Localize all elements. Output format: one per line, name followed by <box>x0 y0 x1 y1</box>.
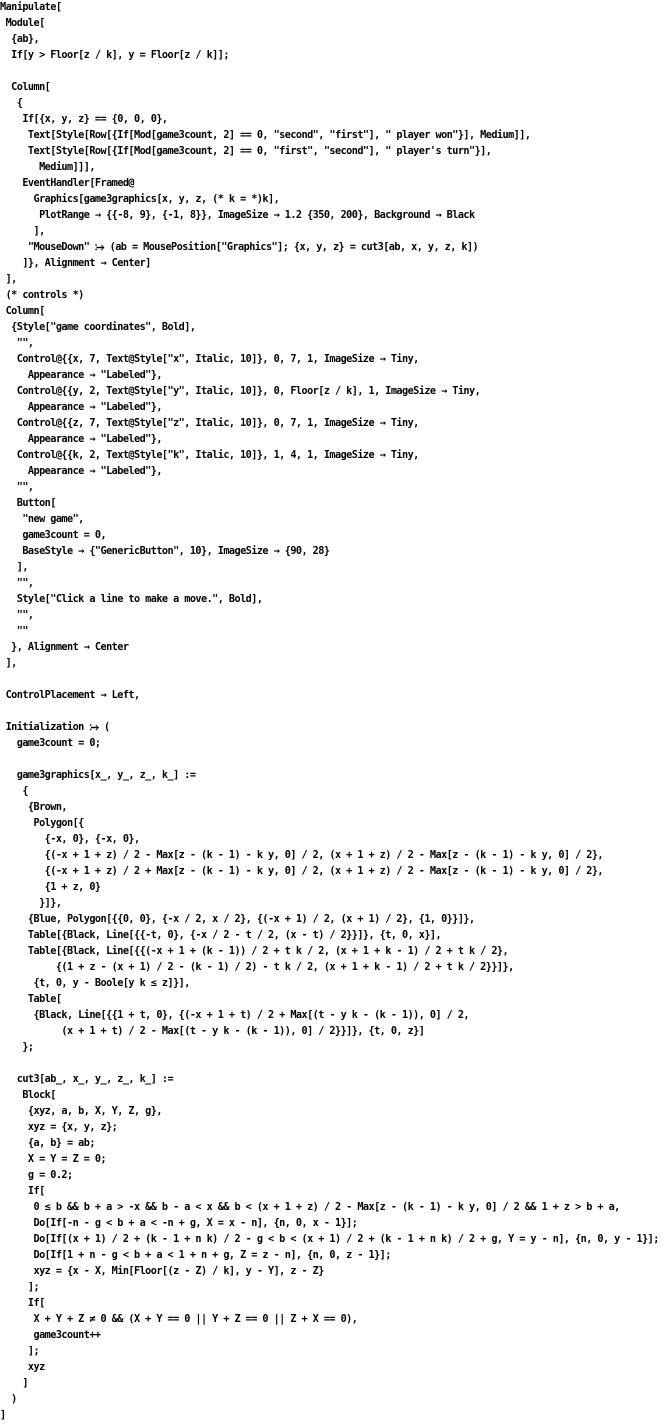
code-line: { <box>0 786 28 797</box>
code-line: {(-x + 1 + z) / 2 - Max[z - (k - 1) - k y, 0] / 2, (x + 1 + z) / 2 - Max[z - (k - 1) - k y, 0] / 2}, <box>0 850 604 861</box>
code-line: xyz = {x - X, Min[Floor[(z - Z) / k], y - Y], z - Z} <box>0 1266 324 1277</box>
code-line: Button[ <box>0 498 56 509</box>
code-line: xyz = {x, y, z}; <box>0 1122 118 1133</box>
code-line: { <box>0 98 23 109</box>
code-line: {xyz, a, b, X, Y, Z, g}, <box>0 1106 162 1117</box>
code-line: Do[If[-n - g < b + a < -n + g, X = x - n], {n, 0, x - 1}]; <box>0 1218 358 1229</box>
code-line <box>0 64 664 80</box>
code-line: {a, b} = ab; <box>0 1138 95 1149</box>
code-line: ], <box>0 562 28 573</box>
code-line: game3count = 0; <box>0 738 101 749</box>
code-line: }; <box>0 1042 34 1053</box>
code-line: ControlPlacement → Left, <box>0 690 140 701</box>
code-line: (x + 1 + t) / 2 - Max[(t - y k - (k - 1)), 0] / 2}}]}, {t, 0, z}] <box>0 1026 425 1037</box>
code-line: If[y > Floor[z / k], y = Floor[z / k]]; <box>0 50 229 61</box>
code-line: Graphics[game3graphics[x, y, z, (* k = *)k], <box>0 194 280 205</box>
code-line: {Blue, Polygon[{{0, 0}, {-x / 2, x / 2}, {(-x + 1) / 2, (x + 1) / 2}, {1, 0}}]}, <box>0 914 475 925</box>
code-line: }, Alignment → Center <box>0 642 129 653</box>
code-line: {-x, 0}, {-x, 0}, <box>0 834 140 845</box>
code-line: Do[If[(x + 1) / 2 + (k - 1 + n k) / 2 - g < b < (x + 1) / 2 + (k - 1 + n k) / 2 + g, Y = y - n], {n, 0, y - 1}]; <box>0 1234 659 1245</box>
code-line: Module[ <box>0 18 45 29</box>
code-line: Table[{Black, Line[{{-t, 0}, {-x / 2 - t / 2, (x - t) / 2}}]}, {t, 0, x}], <box>0 930 442 941</box>
code-line <box>0 752 664 768</box>
code-line: Manipulate[ <box>0 2 62 13</box>
code-line: {Style["game coordinates", Bold], <box>0 322 196 333</box>
code-line: ]; <box>0 1282 40 1293</box>
code-line: If[ <box>0 1298 45 1309</box>
code-line: "MouseDown" ⧴ (ab = MousePosition["Graphics"]; {x, y, z} = cut3[ab, x, y, z, k]) <box>0 242 479 253</box>
code-line: Block[ <box>0 1090 56 1101</box>
code-line: EventHandler[Framed@ <box>0 178 135 189</box>
code-line: Polygon[{ <box>0 818 84 829</box>
code-line: {ab}, <box>0 34 40 45</box>
code-line: ], <box>0 658 17 669</box>
code-line <box>0 1056 664 1072</box>
code-line: Column[ <box>0 306 45 317</box>
code-line: Table[{Black, Line[{{(-x + 1 + (k - 1)) / 2 + t k / 2, (x + 1 + k - 1) / 2 + t k / 2}, <box>0 946 509 957</box>
code-line: cut3[ab_, x_, y_, z_, k_] := <box>0 1074 174 1085</box>
code-line: Control@{{z, 7, Text@Style["z", Italic, 10]}, 0, 7, 1, ImageSize → Tiny, <box>0 418 419 429</box>
code-line: xyz <box>0 1362 45 1373</box>
code-line: ) <box>0 1394 17 1405</box>
code-line: {t, 0, y - Boole[y k ≤ z]}], <box>0 978 190 989</box>
code-line: Control@{{y, 2, Text@Style["y", Italic, 10]}, 0, Floor[z / k], 1, ImageSize → Tiny, <box>0 386 481 397</box>
code-line: }]}, <box>0 898 62 909</box>
code-line: ], <box>0 226 45 237</box>
code-line: "" <box>0 626 28 637</box>
code-line <box>0 672 664 688</box>
code-line: "", <box>0 338 34 349</box>
code-line: Column[ <box>0 82 51 93</box>
code-line: {Brown, <box>0 802 68 813</box>
code-line: Table[ <box>0 994 62 1005</box>
code-line: Control@{{k, 2, Text@Style["k", Italic, 10]}, 1, 4, 1, ImageSize → Tiny, <box>0 450 419 461</box>
code-line: Control@{{x, 7, Text@Style["x", Italic, 10]}, 0, 7, 1, ImageSize → Tiny, <box>0 354 419 365</box>
code-line: game3count++ <box>0 1330 101 1341</box>
code-line: Style["Click a line to make a move.", Bold], <box>0 594 263 605</box>
code-line: ], <box>0 274 17 285</box>
code-line: Appearance → "Labeled"}, <box>0 434 162 445</box>
code-line: Initialization ⧴ ( <box>0 722 110 733</box>
code-line: "", <box>0 610 34 621</box>
code-line: (* controls *) <box>0 290 84 301</box>
code-line: Appearance → "Labeled"}, <box>0 402 162 413</box>
code-line: Appearance → "Labeled"}, <box>0 370 162 381</box>
code-line: game3graphics[x_, y_, z_, k_] := <box>0 770 196 781</box>
code-line: X + Y + Z ≠ 0 && (X + Y == 0 || Y + Z == 0 || Z + X == 0), <box>0 1314 358 1325</box>
code-line: PlotRange → {{-8, 9}, {-1, 8}}, ImageSize → 1.2 {350, 200}, Background → Black <box>0 210 475 221</box>
code-line: {(1 + z - (x + 1) / 2 - (k - 1) / 2) - t k / 2, (x + 1 + k - 1) / 2 + t k / 2}}]}, <box>0 962 514 973</box>
code-line: BaseStyle → {"GenericButton", 10}, ImageSize → {90, 28} <box>0 546 330 557</box>
code-line: g = 0.2; <box>0 1170 73 1181</box>
code-line: "", <box>0 482 34 493</box>
code-line: ] <box>0 1410 6 1421</box>
code-line: {1 + z, 0} <box>0 882 101 893</box>
code-line: Appearance → "Labeled"}, <box>0 466 162 477</box>
code-line: If[{x, y, z} == {0, 0, 0}, <box>0 114 168 125</box>
code-line: game3count = 0, <box>0 530 107 541</box>
code-line: Medium]]], <box>0 162 95 173</box>
code-line: "", <box>0 578 34 589</box>
code-line: ]}, Alignment → Center] <box>0 258 151 269</box>
code-line: {Black, Line[{{1 + t, 0}, {(-x + 1 + t) / 2 + Max[(t - y k - (k - 1)), 0] / 2, <box>0 1010 470 1021</box>
code-line: "new game", <box>0 514 84 525</box>
code-line: X = Y = Z = 0; <box>0 1154 107 1165</box>
code-line: ] <box>0 1378 28 1389</box>
code-line: Text[Style[Row[{If[Mod[game3count, 2] == 0, "second", "first"], " player won"}], Medium]], <box>0 130 531 141</box>
code-line: ]; <box>0 1346 40 1357</box>
code-line <box>0 704 664 720</box>
code-line: If[ <box>0 1186 45 1197</box>
code-line: 0 ≤ b && b + a > -x && b - a < x && b < (x + 1 + z) / 2 - Max[z - (k - 1) - k y, 0] / 2 && 1 + z > b + a, <box>0 1202 620 1213</box>
code-line: Do[If[1 + n - g < b + a < 1 + n + g, Z = z - n], {n, 0, z - 1}]; <box>0 1250 391 1261</box>
code-line: {(-x + 1 + z) / 2 + Max[z - (k - 1) - k y, 0] / 2, (x + 1 + z) / 2 - Max[z - (k - 1) - k y, 0] / 2}, <box>0 866 604 877</box>
code-line: Text[Style[Row[{If[Mod[game3count, 2] == 0, "first", "second"], " player's turn"}], <box>0 146 492 157</box>
